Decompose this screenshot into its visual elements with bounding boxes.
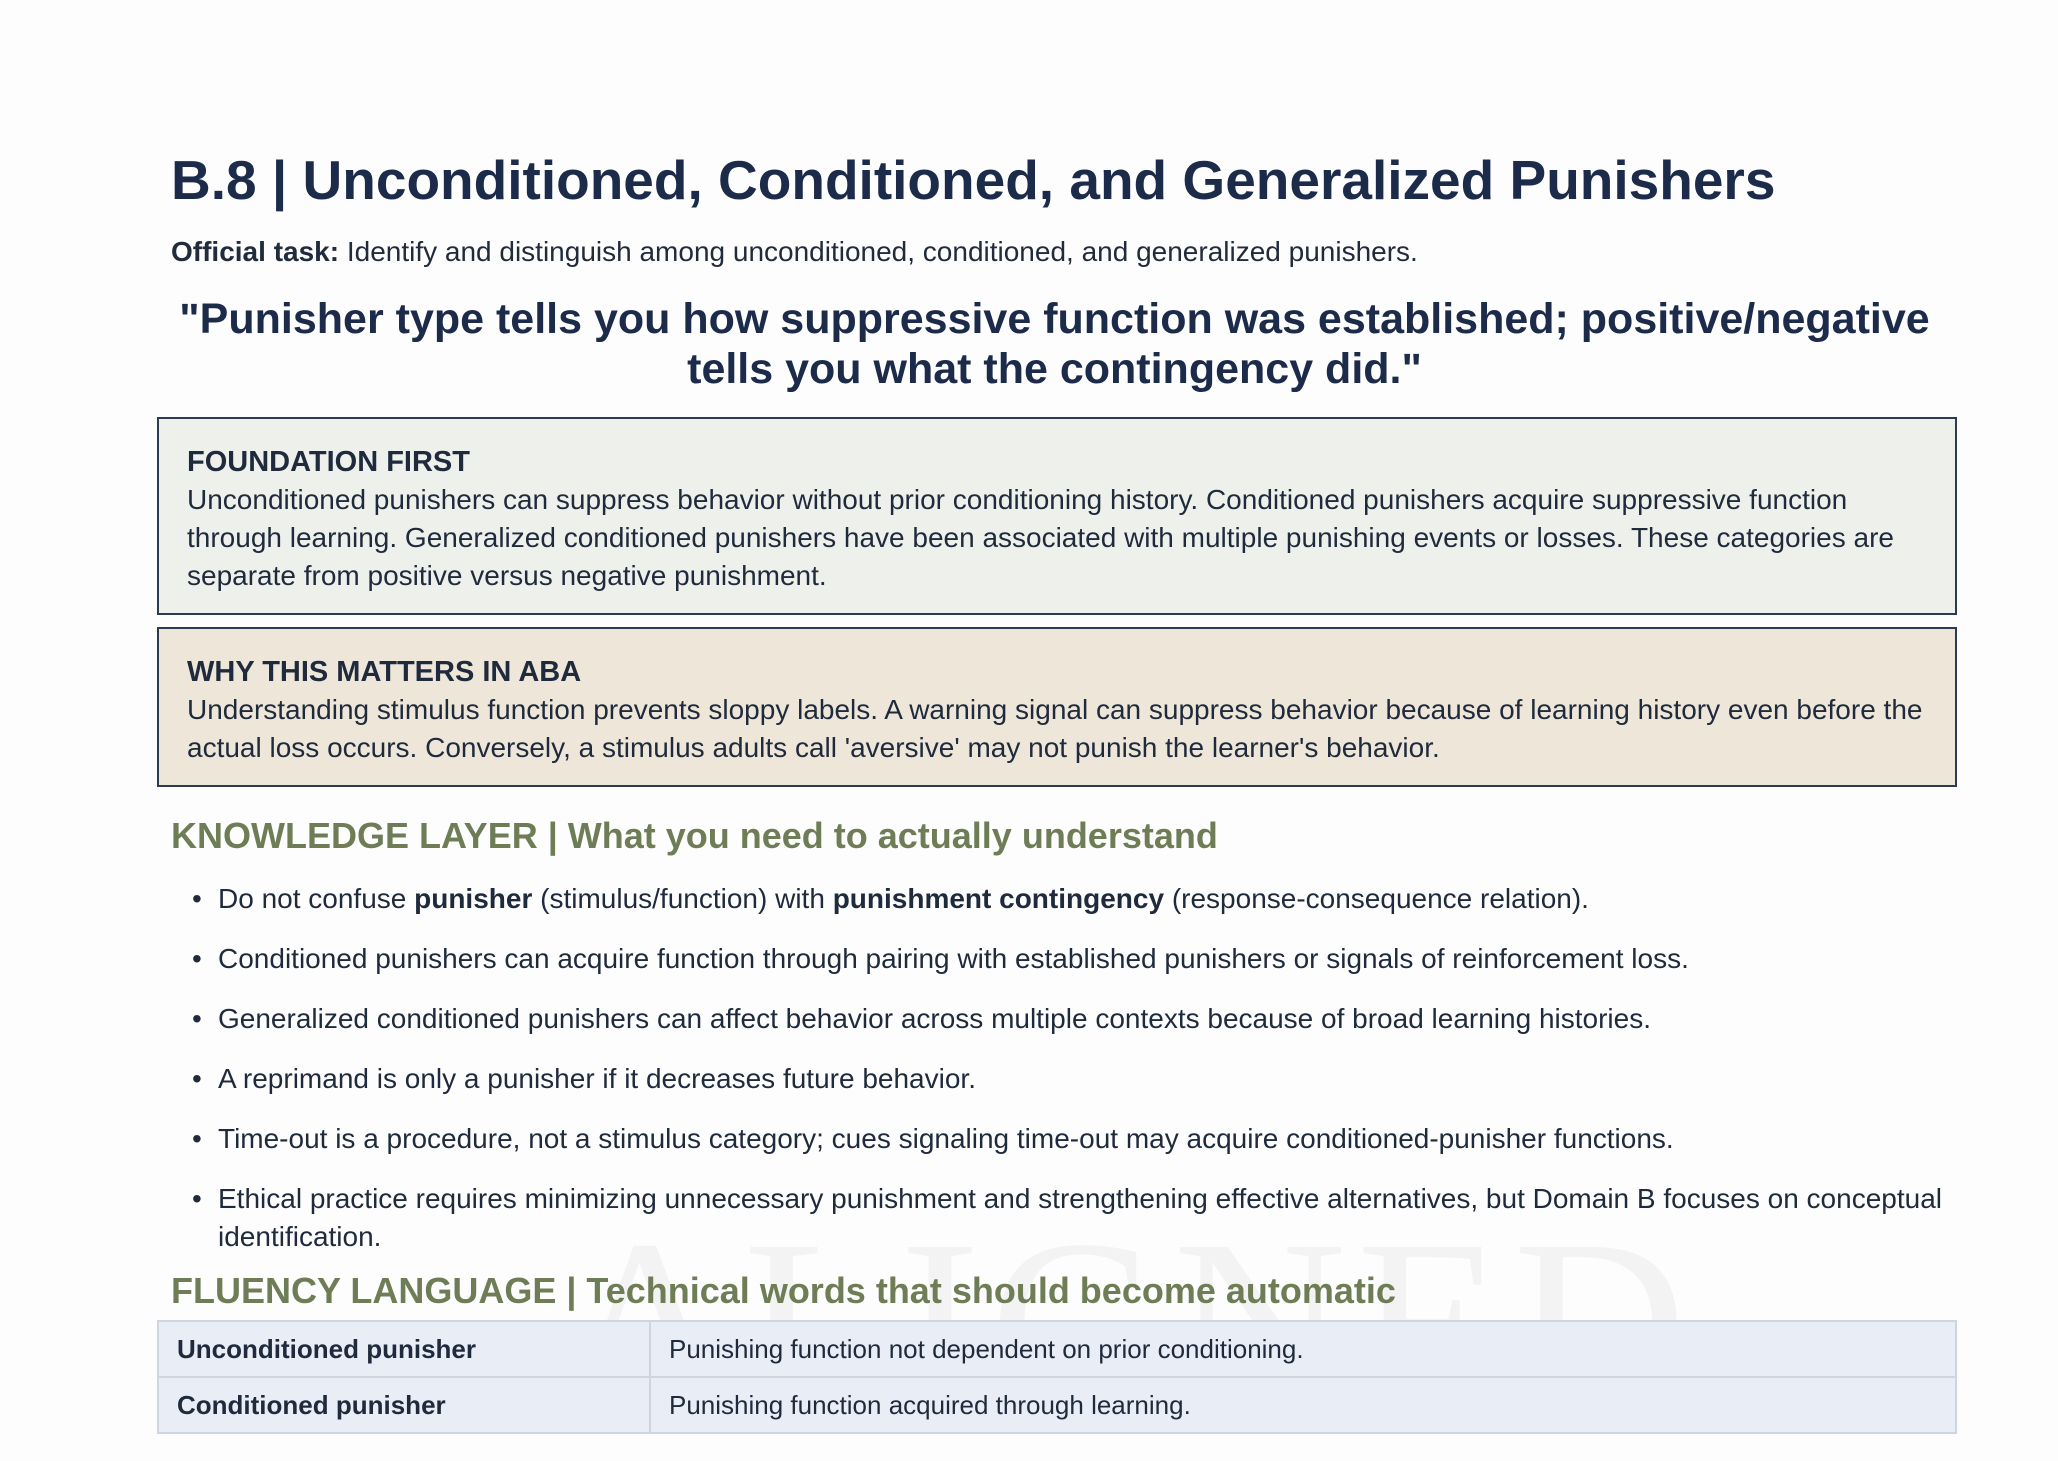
knowledge-list <box>192 880 1952 1278</box>
why-matters-title: WHY THIS MATTERS IN ABA <box>187 656 582 688</box>
term-cell: Unconditioned punisher <box>158 1321 650 1377</box>
term-cell: Conditioned punisher <box>158 1377 650 1433</box>
list-item <box>192 880 1952 918</box>
bullet-icon: • <box>192 1183 202 1214</box>
table-row <box>158 1321 1956 1377</box>
item-text: Conditioned punishers can acquire function through pairing with established punishers or signals of reinforcement loss. <box>218 943 1689 974</box>
list-item <box>192 940 1952 978</box>
fluency-heading: FLUENCY LANGUAGE | Technical words that should become automatic <box>171 1270 1396 1311</box>
definition-cell: Punishing function acquired through learning. <box>650 1377 1956 1433</box>
bullet-icon: • <box>192 1003 202 1034</box>
item-text-pre: Do not confuse <box>218 883 415 914</box>
fluency-table <box>157 1320 1957 1434</box>
foundation-box <box>157 417 1957 615</box>
foundation-title: FOUNDATION FIRST <box>187 446 470 478</box>
bullet-icon: • <box>192 1063 202 1094</box>
item-text: Generalized conditioned punishers can affect behavior across multiple contexts because of broad learning histories. <box>218 1003 1651 1034</box>
item-text: Ethical practice requires minimizing unnecessary punishment and strengthening effective alternatives, but Domain B focuses on conceptual identification. <box>218 1183 1942 1252</box>
item-text: A reprimand is only a punisher if it decreases future behavior. <box>218 1063 976 1094</box>
item-text-post: (response-consequence relation). <box>1164 883 1589 914</box>
official-task-text: Identify and distinguish among unconditioned, conditioned, and generalized punishers. <box>339 236 1418 267</box>
official-task-label: Official task: <box>171 236 340 267</box>
why-matters-box <box>157 627 1957 787</box>
term-punishment-contingency: punishment contingency <box>832 883 1165 914</box>
term-punisher: punisher <box>414 883 533 914</box>
list-item <box>192 1120 1952 1158</box>
list-item <box>192 1060 1952 1098</box>
table-row <box>158 1377 1956 1433</box>
list-item <box>192 1000 1952 1038</box>
foundation-body: Unconditioned punishers can suppress behavior without prior conditioning history. Conditioned punishers acquire suppressive function through learning. Generalized conditioned punishers have been associated with multiple punishing events or losses. These categories are separate from positive versus negative punishment. <box>187 484 1894 591</box>
bullet-icon: • <box>192 1123 202 1154</box>
definition-cell: Punishing function not dependent on prior conditioning. <box>650 1321 1956 1377</box>
bullet-icon: • <box>192 943 202 974</box>
knowledge-heading: KNOWLEDGE LAYER | What you need to actually understand <box>171 815 1218 856</box>
key-quote: "Punisher type tells you how suppressive function was established; positive/negative tells you what the contingency did." <box>179 295 1930 393</box>
official-task <box>171 236 1418 268</box>
bullet-icon: • <box>192 883 202 914</box>
item-text-mid: (stimulus/function) with <box>532 883 833 914</box>
why-matters-body: Understanding stimulus function prevents sloppy labels. A warning signal can suppress behavior because of learning history even before the actual loss occurs. Conversely, a stimulus adults call 'aversive' may not punish the learner's behavior. <box>187 694 1923 763</box>
page-title: B.8 | Unconditioned, Conditioned, and Generalized Punishers <box>171 149 1776 211</box>
list-item <box>192 1180 1952 1256</box>
item-text: Time-out is a procedure, not a stimulus category; cues signaling time-out may acquire conditioned-punisher functions. <box>218 1123 1674 1154</box>
